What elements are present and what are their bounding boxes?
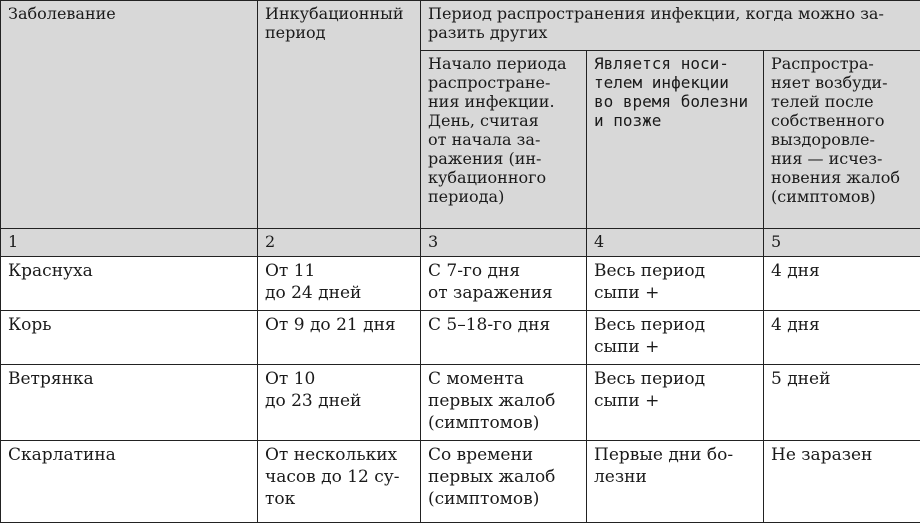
carrier-cell: Весь период сыпи + xyxy=(587,311,764,365)
after-cell: 4 дня xyxy=(764,257,920,311)
disease-cell: Скарлатина xyxy=(1,441,258,523)
table-row xyxy=(1,311,920,365)
column-number: 5 xyxy=(764,229,920,257)
incubation-cell: От 10 до 23 дней xyxy=(258,365,421,441)
start-cell: С момента первых жалоб (симптомов) xyxy=(421,365,587,441)
start-cell: С 7-го дня от заражения xyxy=(421,257,587,311)
header-incubation: Инкубационный период xyxy=(258,1,421,229)
incubation-cell: От 11 до 24 дней xyxy=(258,257,421,311)
after-cell: 5 дней xyxy=(764,365,920,441)
carrier-cell: Весь период сыпи + xyxy=(587,257,764,311)
column-number: 2 xyxy=(258,229,421,257)
header-start-period: Начало периода распростране- ния инфекции. День, считая от начала за- ражения (ин- кубационного периода) xyxy=(421,51,587,229)
header-spread-period: Период распространения инфекции, когда можно за- разить других xyxy=(421,1,920,51)
start-cell: С 5–18-го дня xyxy=(421,311,587,365)
disease-cell: Ветрянка xyxy=(1,365,258,441)
incubation-cell: От нескольких часов до 12 су- ток xyxy=(258,441,421,523)
disease-cell: Краснуха xyxy=(1,257,258,311)
column-number: 1 xyxy=(1,229,258,257)
header-disease: Заболевание xyxy=(1,1,258,229)
column-number: 3 xyxy=(421,229,587,257)
column-number: 4 xyxy=(587,229,764,257)
incubation-cell: От 9 до 21 дня xyxy=(258,311,421,365)
carrier-cell: Первые дни бо- лезни xyxy=(587,441,764,523)
header-carrier: Является носи- телем инфекции во время болезни и позже xyxy=(587,51,764,229)
start-cell: Со времени первых жалоб (симптомов) xyxy=(421,441,587,523)
after-cell: Не заразен xyxy=(764,441,920,523)
header-spreads-after: Распростра- няет возбуди- телей после собственного выздоровле- ния — исчез- новения жалоб (симптомов) xyxy=(764,51,920,229)
table-row xyxy=(1,365,920,441)
disease-cell: Корь xyxy=(1,311,258,365)
table-row xyxy=(1,441,920,523)
after-cell: 4 дня xyxy=(764,311,920,365)
table-row xyxy=(1,257,920,311)
carrier-cell: Весь период сыпи + xyxy=(587,365,764,441)
